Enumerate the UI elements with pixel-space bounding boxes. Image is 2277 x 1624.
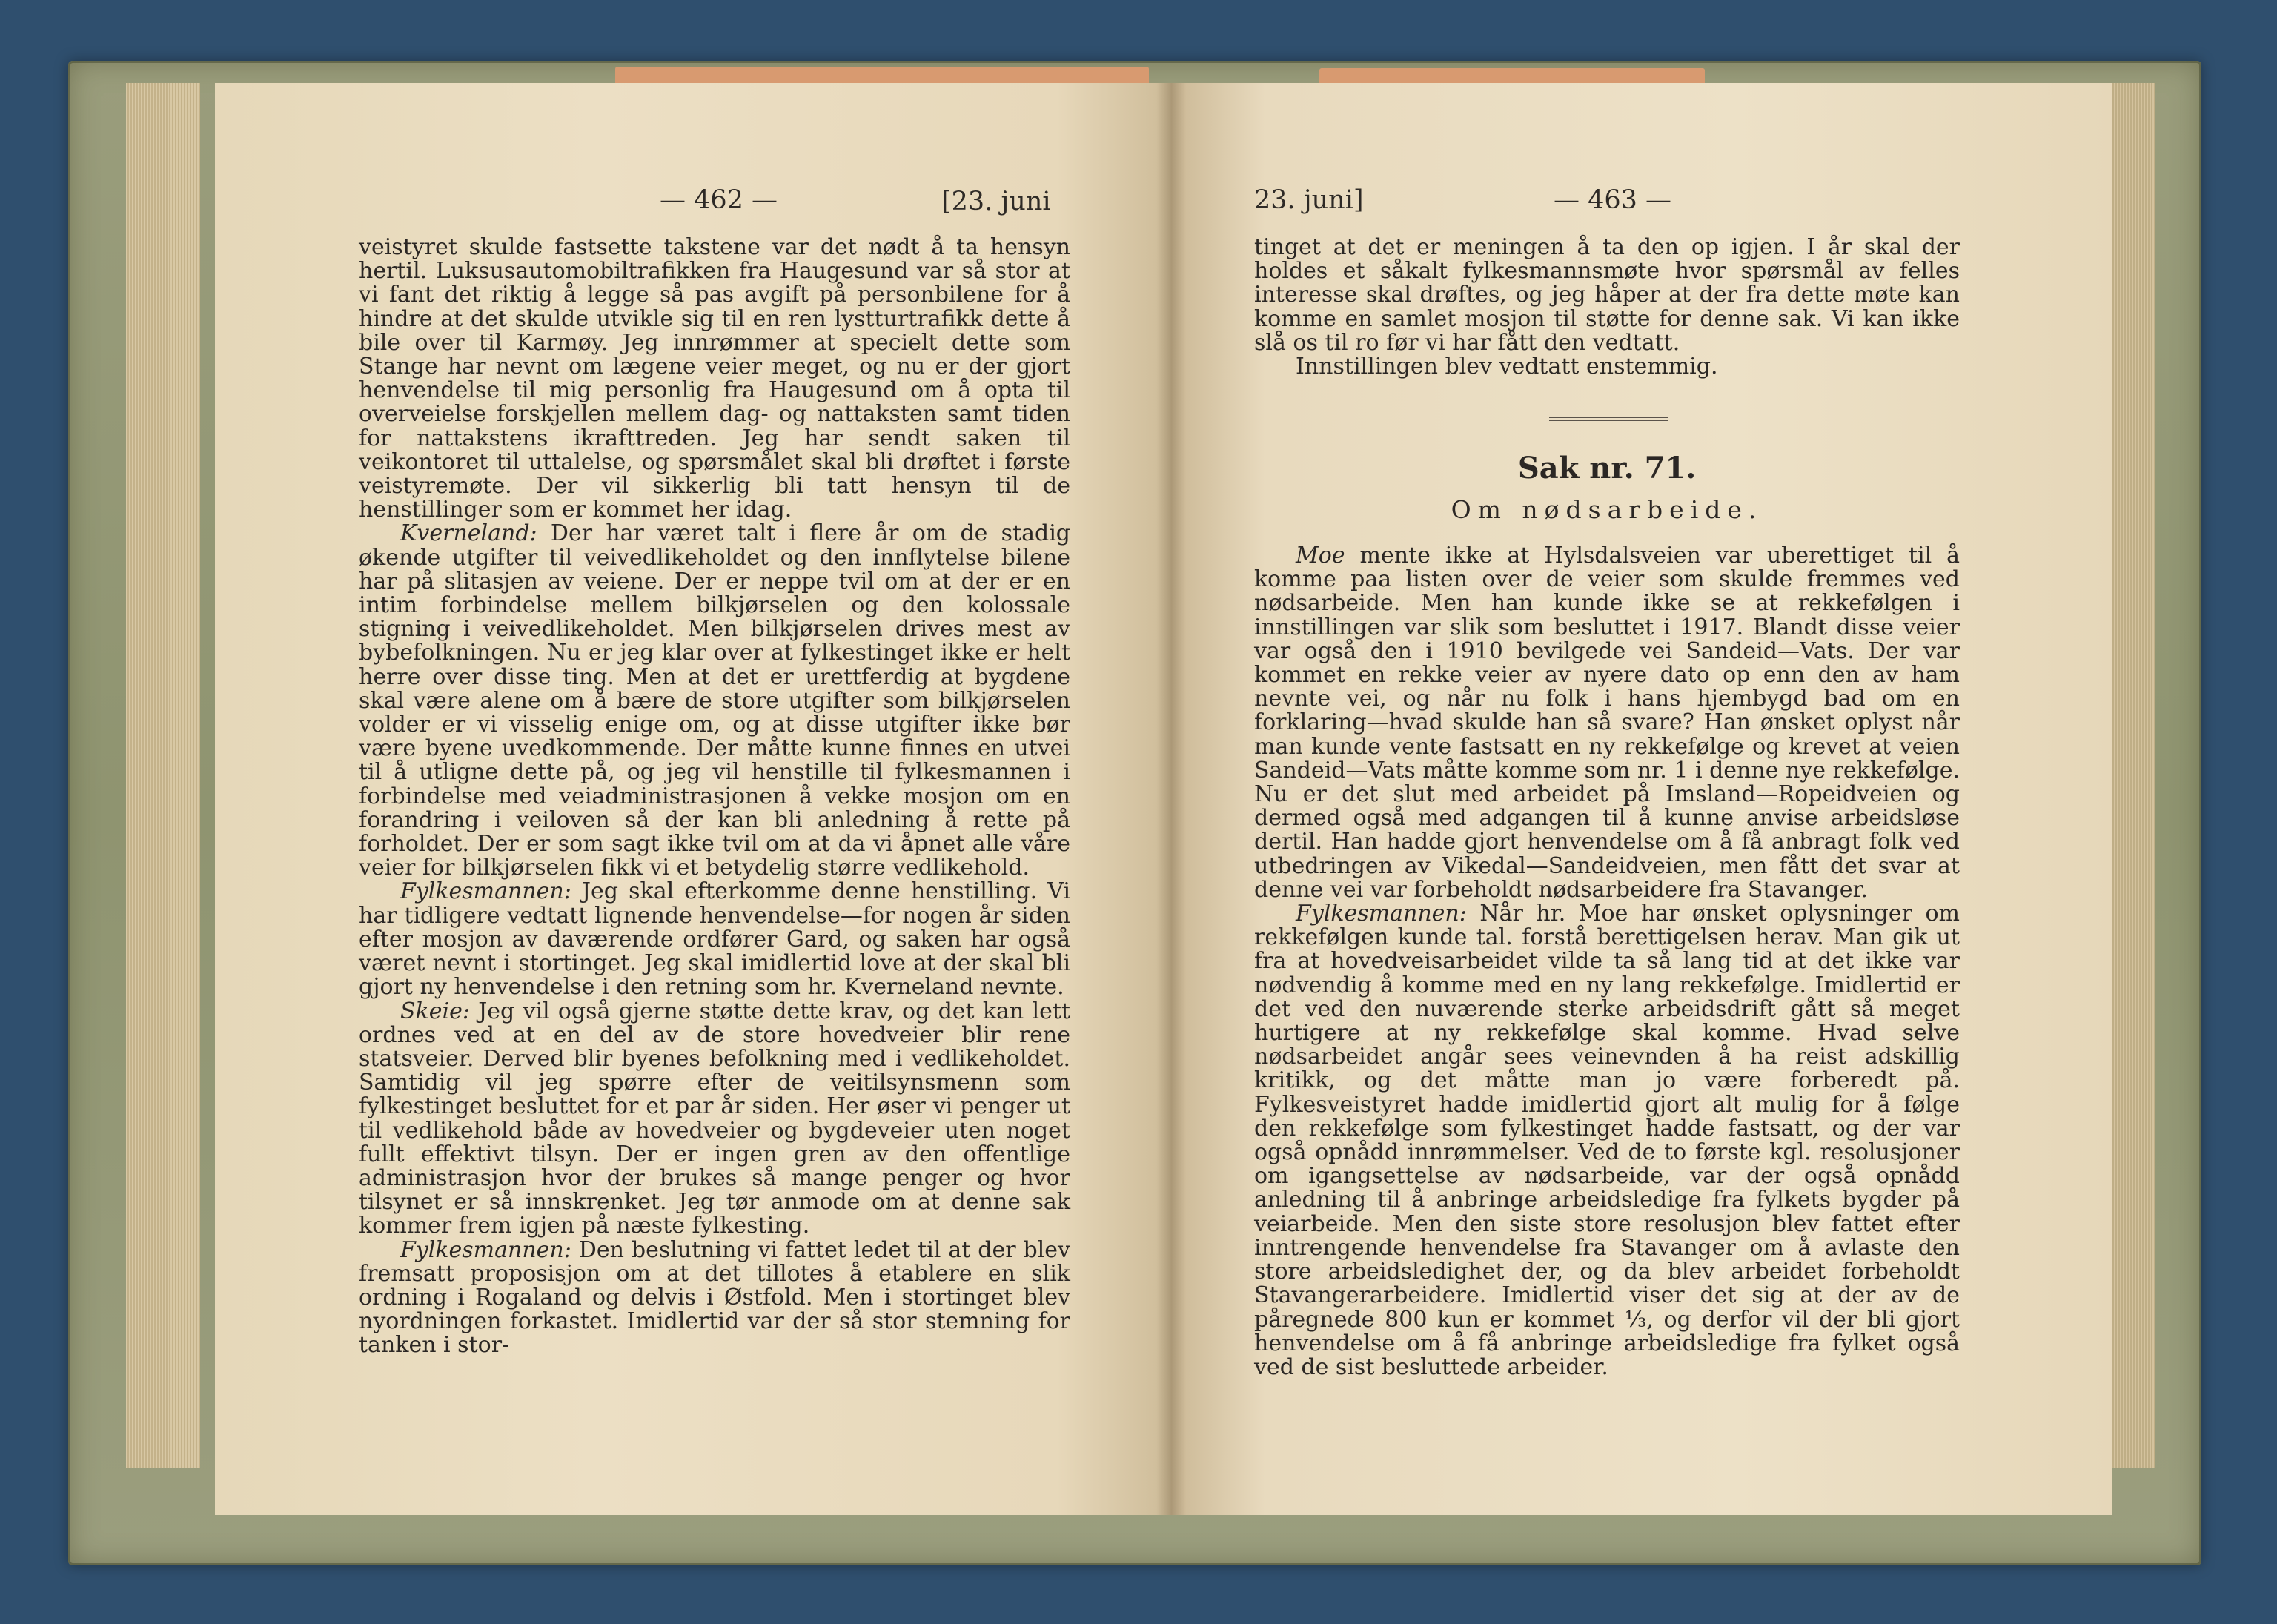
paragraph bbox=[359, 880, 1070, 999]
paragraph bbox=[359, 522, 1070, 880]
page-edges-right bbox=[2105, 83, 2155, 1468]
case-subtitle: Om nødsarbeide. bbox=[1451, 495, 1763, 524]
paragraph bbox=[1254, 902, 1960, 1379]
case-title: Sak nr. 71. bbox=[1517, 451, 1697, 485]
paragraph-text: Innstillingen blev vedtatt enstemmig. bbox=[1296, 354, 1718, 380]
paragraph-text: Der har været talt i flere år om de stadig økende utgifter til veivedlikeholdet og den innflytelse bilene har på slitasjen av veiene. Der er neppe tvil om at der er en intim forbindelse mellem bilkjørselen og den kolossale stigning i veivedlikeholdet. Men bilkjørselen drives mest av bybefolkningen. Nu er jeg klar over at fylkestinget ikke er helt herre over disse ting. Men at det er urettferdig at bygdene skal være alene om å bære de store utgifter som bilkjørselen volder er vi visselig enige om, og at disse utgifter ikke bør være byene uvedkommende. Der måtte kunne finnes en utvei til å utligne dette på, og jeg vil henstille til fylkesmannen i forbindelse med veiadministrasjonen å vekke mosjon om en forandring i veiloven så der kan bli anledning å rette på forholdet. Der er som sagt ikke tvil om at da vi åpnet alle våre veier for bilkjørselen fikk vi et betydelig større vedlikehold. bbox=[359, 520, 1070, 881]
paragraph bbox=[1254, 544, 1960, 902]
paragraph bbox=[359, 1000, 1070, 1239]
speaker-name: Moe bbox=[1296, 543, 1345, 569]
section-divider bbox=[1549, 417, 1668, 421]
speaker-name: Fylkesmannen: bbox=[400, 878, 571, 905]
speaker-name: Fylkesmannen: bbox=[400, 1236, 571, 1263]
paragraph-text: Jeg vil også gjerne støtte dette krav, og det kan lett ordnes ved at en del av de store hovedveier blir rene statsveier. Derved blir byenes befolkning med i vedlikeholdet. Samtidig vil jeg spørre efter de veitilsynsmenn som fylkestinget besluttet for et par år siden. Her øser vi penger ut til vedlikehold både av hovedveier og bygdeveier uten noget fullt effektivt tilsyn. Der er ingen gren av den offentlige administrasjon hvor der brukes så mange penger og hvor tilsynet er så innskrenket. Jeg tør anmode om at denne sak kommer frem igjen på næste fylkesting. bbox=[359, 998, 1070, 1239]
left-page-text bbox=[359, 236, 1070, 1358]
left-page-number: — 462 — bbox=[660, 185, 778, 215]
speaker-name: Skeie: bbox=[400, 998, 470, 1024]
paragraph bbox=[1254, 236, 1960, 355]
right-page-intro bbox=[1254, 236, 1960, 379]
page-edges-left bbox=[126, 83, 200, 1468]
paragraph-text: mente ikke at Hylsdalsveien var uberettiget til å komme paa listen over de veier som skulde fremmes ved nødsarbeide. Men han kunde ikke se at rekkefølgen i innstillingen var slik som besluttet i 1917. Blandt disse veier var også den i 1910 bevilgede vei Sandeid—Vats. Der var kommet en rekke veier av nyere dato op enn den av ham nevnte vei, og når nu folk i hans hjembygd bad om en forklaring—hvad skulde han så svare? Han ønsket oplyst når man kunde vente fastsatt en ny rekkefølge og krevet at veien Sandeid—Vats måtte komme som nr. 1 i denne nye rekkefølge. Nu er det slut med arbeidet på Imsland—Ropeidveien og dermed også med adgangen til å kunne anvise arbeidsløse dertil. Han hadde gjort henvendelse om å få anbragt folk ved utbedringen av Vikedal—Sandeidveien, men fått det svar at denne vei var forbeholdt nødsarbeidere fra Stavanger. bbox=[1254, 543, 1961, 903]
paragraph-text: veistyret skulde fastsette takstene var det nødt å ta hensyn hertil. Luksusautomobiltrafikken fra Haugesund var så stor at vi fant det riktig å legge så pas avgift på personbilene for å hindre at det skulde utvikle sig til en ren lystturtrafikk dette å bile over til Karmøy. Jeg innrømmer at specielt dette som Stange har nevnt om lægene veier meget, og nu er der gjort henvendelse til mig personlig fra Haugesund om å opta til overveielse forskjellen mellem dag- og nattaksten samt tiden for nattakstens ikrafttreden. Jeg har sendt saken til veikontoret til uttalelse, og spørsmålet skal bli drøftet i første veistyremøte. Der vil sikkerlig bli tatt hensyn til de henstillinger som er kommet her idag. bbox=[359, 234, 1070, 523]
left-page-date: [23. juni bbox=[941, 187, 1051, 216]
paragraph-text: tinget at det er meningen å ta den op igjen. I år skal der holdes et såkalt fylkesmannsmøte hvor spørsmål av felles interesse skal drøftes, og jeg håper at der fra dette møte kan komme en samlet mosjon til støtte for denne sak. Vi kan ikke slå os til ro før vi har fått den vedtatt. bbox=[1254, 234, 1960, 356]
right-page-number: — 463 — bbox=[1554, 185, 1672, 215]
paragraph bbox=[359, 236, 1070, 522]
paragraph-text: Den beslutning vi fattet ledet til at der blev fremsatt proposisjon om at det tillotes å etablere en slik ordning i Rogaland og delvis i Østfold. Men i stortinget blev nyordningen forkastet. Imidlertid var der så stor stemning for tanken i stor- bbox=[359, 1236, 1070, 1359]
paragraph-text: Jeg skal efterkomme denne henstilling. Vi har tidligere vedtatt lignende henvendelse—for nogen år siden efter mosjon av daværende ordfører Gard, og saken har også været nevnt i stortinget. Jeg skal imidlertid love at der skal bli gjort ny henvendelse i den retning som hr. Kverneland nevnte. bbox=[359, 878, 1070, 1001]
speaker-name: Kverneland: bbox=[400, 520, 537, 547]
paragraph bbox=[359, 1236, 1070, 1359]
paragraph-text: Når hr. Moe har ønsket oplysninger om rekkefølgen kunde tal. forstå berettigelsen herav. Man gik ut fra at hovedveisarbeidet vilde ta så lang tid at det ikke var nødvendig å komme med en ny lang rekkefølge. Imidlertid er det ved den nuværende sterke arbeidsdrift gått så meget hurtigere at ny rekkefølge skal komme. Hvad selve nødsarbeidet angår sees veinevnden å ha reist adskillig kritikk, og det måtte man jo være forberedt på. Fylkesveistyret hadde imidlertid gjort alt mulig for å følge den rekkefølge som fylkestinget hadde fastsatt, og der var også opnådd innrømmelser. Ved de to første kgl. resolusjoner om igangsettelse av nødsarbeide, var der også opnådd anledning til å anbringe arbeidsledige fra fylkets bygder på veiarbeide. Men den siste store resolusjon blev fattet efter inntrengende henvendelse fra Stavanger om å avlaste den store arbeidsledighet der, og da blev arbeidet forbeholdt Stavangerarbeidere. Imidlertid viser det sig at der av de påregnede 800 kun er kommet ⅓, og derfor vil der bli gjort henvendelse om å få anbringe arbeidsledige fra fylket også ved de sist besluttede arbeider. bbox=[1254, 901, 1960, 1380]
book-gutter bbox=[1156, 83, 1186, 1515]
paragraph bbox=[1254, 355, 1960, 379]
right-page-case-text bbox=[1254, 544, 1960, 1379]
right-page-date: 23. juni] bbox=[1254, 185, 1364, 215]
speaker-name: Fylkesmannen: bbox=[1296, 901, 1467, 927]
